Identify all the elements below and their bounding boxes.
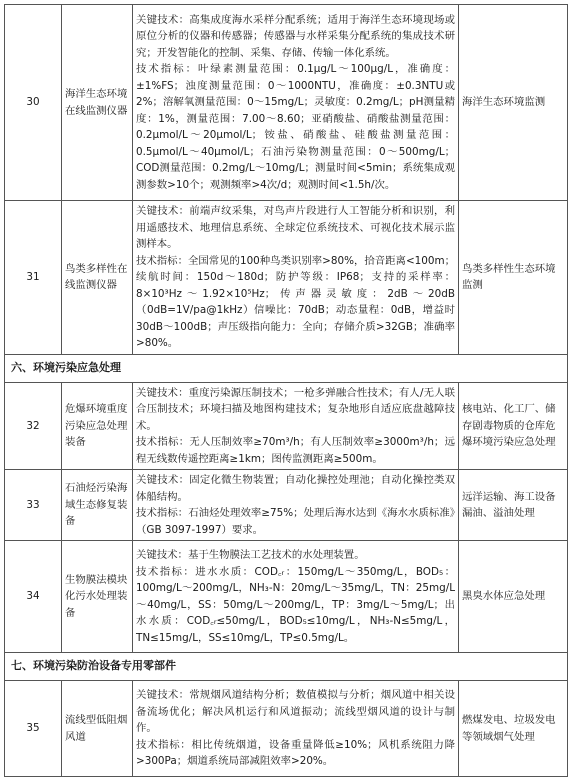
section-row (5, 653, 568, 681)
key-technology: 关键技术：高集成度海水采样分配系统；适用于海洋生态环境现场或原位分析的仪器和传感器；传感器与水样采集分配系统的集成技术研究；开发智能化的控制、采集、存储、传输一体化系统。 (136, 13, 455, 59)
row-number: 34 (5, 541, 62, 653)
application-field: 核电站、化工厂、储存剧毒物质的仓库危爆环境污染应急处理 (459, 382, 568, 470)
table-row (5, 470, 568, 541)
equipment-name: 海洋生态环境在线监测仪器 (62, 5, 133, 201)
key-technology: 关键技术：重度污染源压制技术；一枪多弹融合性技术；有人/无人联合压制技术；环境扫描及地图构建技术；复杂地形自适应底盘越障技术。 (136, 386, 455, 432)
row-number: 32 (5, 382, 62, 470)
equipment-table (4, 4, 568, 777)
technical-indicators: 技术指标：无人压制效率≥70m³/h；有人压制效率≥3000m³/h；远程无线数传遥控距离≥1km；图传监测距离≥500m。 (136, 436, 455, 465)
table-row (5, 681, 568, 777)
table-row (5, 382, 568, 470)
application-field: 黑臭水体应急处理 (459, 541, 568, 653)
equipment-name: 鸟类多样性在线监测仪器 (62, 201, 133, 355)
equipment-name: 危爆环境重度污染应急处理装备 (62, 382, 133, 470)
equipment-description (133, 201, 459, 355)
table-row (5, 541, 568, 653)
technical-indicators: 技术指标：叶绿素测量范围：0.1μg/L～100μg/L，准确度：±1%FS；浊度测量范围：0～1000NTU，准确度：±0.3NTU或2%；溶解氧测量范围：0～15mg/L；灵敏度：0.2mg/L；pH测量精度：1%，测量范围：7.00～8.60；亚硝酸盐、硝酸盐测量范围：0.2μmol/L～20μmol/L；铵盐、硝酸盐、硅酸盐测量范围：0.5μmol/L～40μmol/L；石油污染物测量范围：0～500mg/L；COD测量范围：0.2mg/L～10mg/L；测量时间<5min；系统集成观测参数>10个；观测频率>4次/d；观测时间<1.5h/次。 (136, 63, 455, 191)
equipment-description (133, 470, 459, 541)
equipment-name: 流线型低阻烟风道 (62, 681, 133, 777)
key-technology: 关键技术：常规烟风道结构分析；数值模拟与分析；烟风道中相关设备流场优化；解决风机运行和风道振动；流线型烟风道的设计与制作。 (136, 689, 455, 735)
row-number: 33 (5, 470, 62, 541)
key-technology: 关键技术：基于生物膜法工艺技术的水处理装置。 (136, 549, 365, 561)
application-field: 鸟类多样性生态环境监测 (459, 201, 568, 355)
application-field: 燃煤发电、垃圾发电等领域烟气处理 (459, 681, 568, 777)
section-heading: 七、环境污染防治设备专用零部件 (5, 653, 568, 681)
application-field: 海洋生态环境监测 (459, 5, 568, 201)
row-number: 35 (5, 681, 62, 777)
technical-indicators: 技术指标：石油烃处理效率≥75%；处理后海水达到《海水水质标准》（GB 3097-1997）要求。 (136, 507, 455, 536)
technical-indicators: 技术指标：相比传统烟道，设备重量降低≥10%；风机系统阻力降>300Pa；烟道系统局部减阻效率>20%。 (136, 738, 455, 768)
equipment-description (133, 5, 459, 201)
equipment-name: 石油烃污染海域生态修复装备 (62, 470, 133, 541)
section-row (5, 354, 568, 382)
key-technology: 关键技术：固定化微生物装置；自动化操控处理池；自动化操控类双体船结构。 (136, 474, 455, 503)
table-row (5, 201, 568, 355)
technical-indicators: 技术指标：进水水质：COD꜀ᵣ：150mg/L～350mg/L，BOD₅：100mg/L～200mg/L，NH₃-N：20mg/L～35mg/L，TN：25mg/L～40mg/L，SS：50mg/L～200mg/L，TP：3mg/L～5mg/L；出水水质：COD꜀ᵣ≤50mg/L，BOD₅≤10mg/L，NH₃-N≤5mg/L，TN≤15mg/L，SS≤10mg/L，TP≤0.5mg/L。 (136, 565, 455, 644)
row-number: 30 (5, 5, 62, 201)
table-row (5, 5, 568, 201)
application-field: 远洋运输、海工设备漏油、溢油处理 (459, 470, 568, 541)
equipment-description (133, 541, 459, 653)
row-number: 31 (5, 201, 62, 355)
key-technology: 关键技术：前端声纹采集，对鸟声片段进行人工智能分析和识别，利用遥感技术、地理信息系统、全球定位系统技术、可视化技术展示监测样本。 (136, 205, 455, 250)
technical-indicators: 技术指标：全国常见的100种鸟类识别率>80%，拾音距离<100m；续航时间：150d～180d；防护等级：IP68；支持的采样率：8×10³Hz～1.92×10⁵Hz；传声器灵敏度：2dB～20dB（0dB=1V/pa@1kHz）信噪比：70dB；动态量程：0dB，增益时30dB～100dB；声压级指向能力：全向；存储介质>32GB；准确率>80%。 (136, 254, 455, 349)
equipment-name: 生物膜法模块化污水处理装备 (62, 541, 133, 653)
section-heading: 六、环境污染应急处理 (5, 354, 568, 382)
equipment-description (133, 681, 459, 777)
equipment-description (133, 382, 459, 470)
